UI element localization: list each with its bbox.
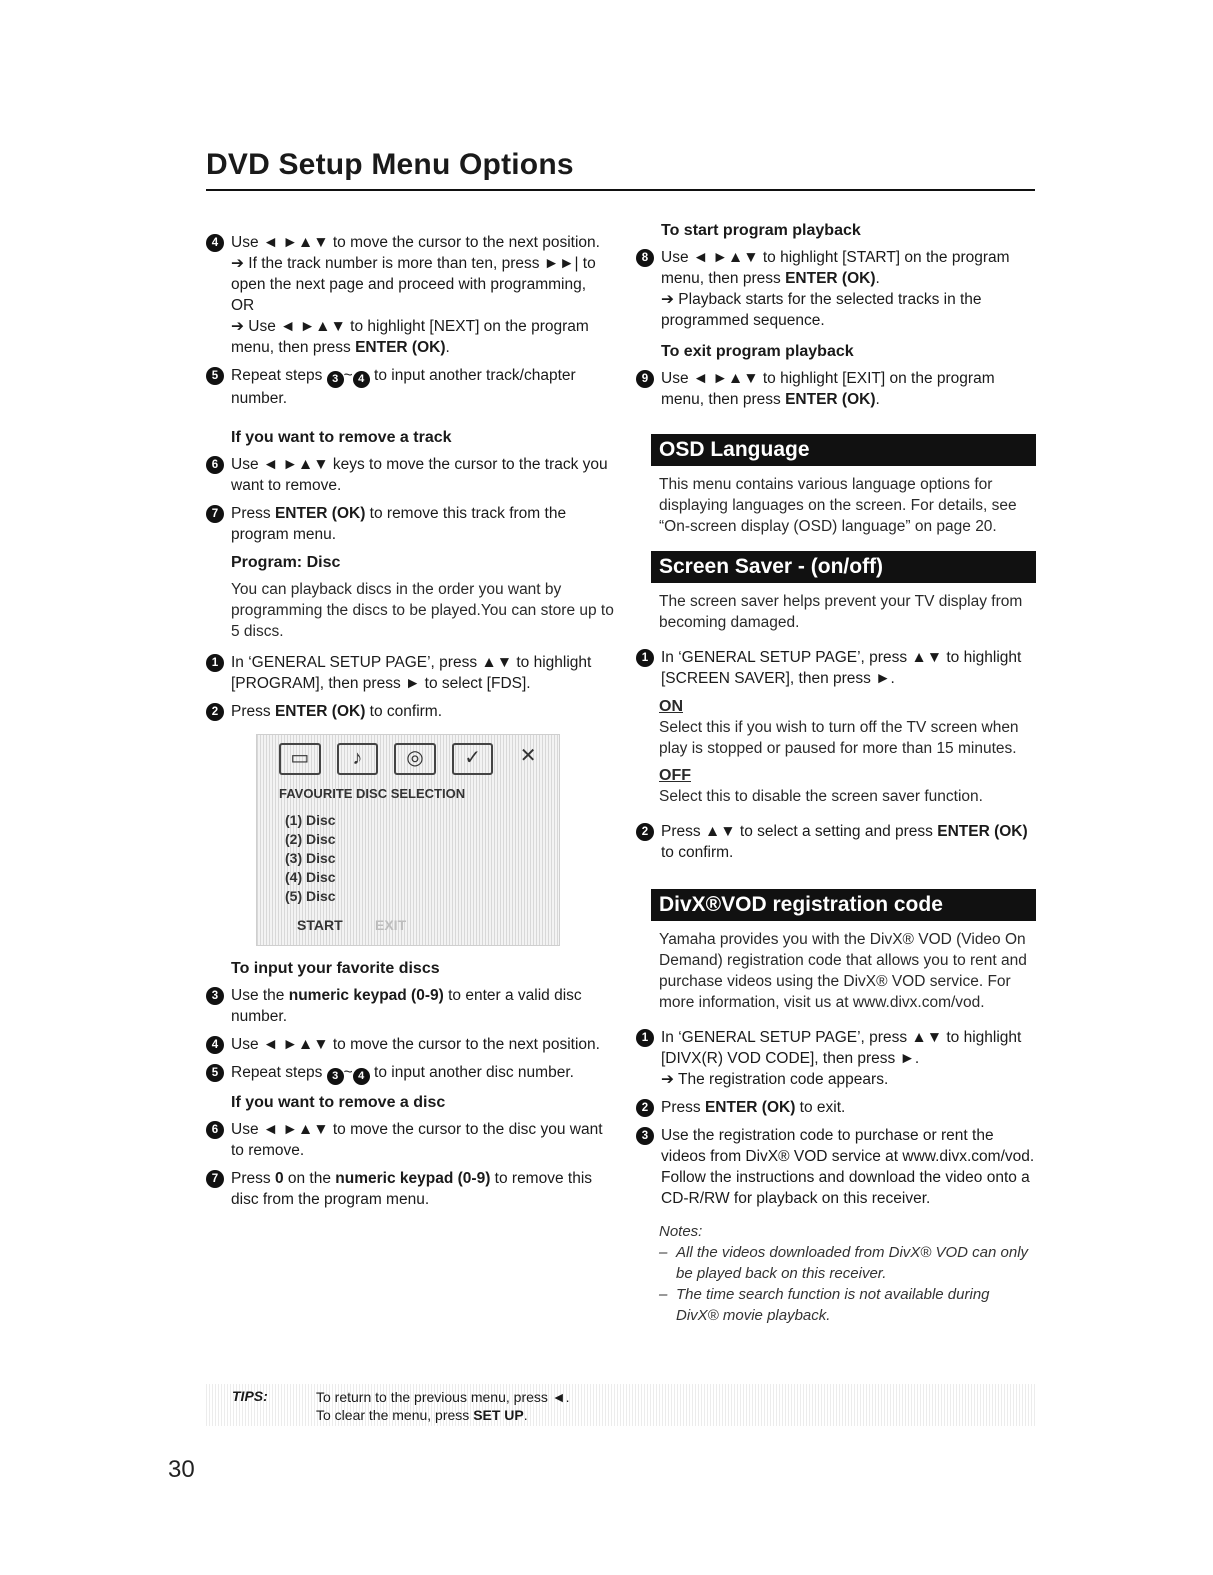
step-ref: 3 [327, 1068, 344, 1085]
step-4-disc: 4 Use ◄ ►▲▼ to move the cursor to the next position. [206, 1034, 616, 1055]
notes-label: Notes: [659, 1223, 703, 1240]
left-column [206, 232, 616, 1217]
step-7-disc: 7 Press 0 on the numeric keypad (0-9) to remove this disc from the program menu. [206, 1168, 616, 1210]
program-disc-heading: Program: Disc [231, 554, 341, 571]
step-number: 6 [206, 1121, 224, 1139]
close-icon: ✕ [519, 745, 537, 767]
step-4-track: 4 Use ◄ ►▲▼ to move the cursor to the next position. ➔ If the track number is more than ten, press ►►| to open the next page and proceed with programming, OR ➔ Use ◄ ►▲▼ to highlight [NEXT] on the program menu, then press ENTER (OK). [206, 232, 616, 358]
menu-header: FAVOURITE DISC SELECTION [279, 786, 466, 801]
step-number: 7 [206, 1170, 224, 1188]
step-6-disc: 6 Use ◄ ►▲▼ to move the cursor to the disc you want to remove. [206, 1119, 616, 1161]
step-8: 8 Use ◄ ►▲▼ to highlight [START] on the program menu, then press ENTER (OK). ➔ Playback starts for the selected tracks in the programmed sequence. [636, 247, 1036, 331]
step-number: 1 [636, 1029, 654, 1047]
off-label: OFF [659, 767, 691, 784]
remove-disc-heading: If you want to remove a disc [231, 1094, 446, 1111]
step-3-disc: 3 Use the numeric keypad (0-9) to enter a valid disc number. [206, 985, 616, 1027]
page-title: DVD Setup Menu Options [206, 148, 574, 181]
step-number: 3 [636, 1127, 654, 1145]
step-number: 8 [636, 249, 654, 267]
step-number: 1 [206, 654, 224, 672]
menu-item: (4) Disc [285, 869, 336, 885]
step-ref: 4 [353, 371, 370, 388]
step-number: 4 [206, 1036, 224, 1054]
osd-language-banner: OSD Language [651, 434, 1036, 466]
tips-box [206, 1384, 1035, 1426]
menu-start: START [297, 917, 343, 933]
check-icon: ✓ [452, 743, 494, 775]
tips-label: TIPS: [232, 1388, 268, 1404]
menu-disc-list [285, 811, 336, 906]
divx-step-3: 3 Use the registration code to purchase or rent the videos from DivX® VOD service at www.divx.com/vod. Follow the instructions and download the video onto a CD-R/RW for playback on this receiver. [636, 1125, 1036, 1209]
step-2-disc: 2 Press ENTER (OK) to confirm. [206, 701, 616, 722]
menu-item: (1) Disc [285, 812, 336, 828]
speaker-icon: ♪ [337, 743, 379, 775]
step-6-track: 6 Use ◄ ►▲▼ keys to move the cursor to the track you want to remove. [206, 454, 616, 496]
step-number: 1 [636, 649, 654, 667]
tips-lines: To return to the previous menu, press ◄. To clear the menu, press SET UP. [316, 1389, 570, 1423]
title-divider [206, 189, 1035, 191]
start-playback-heading: To start program playback [661, 222, 861, 239]
step-ref: 3 [327, 371, 344, 388]
step-number: 7 [206, 505, 224, 523]
menu-exit: EXIT [375, 917, 407, 933]
step-1-disc: 1 In ‘GENERAL SETUP PAGE’, press ▲▼ to highlight [PROGRAM], then press ► to select [FDS]. [206, 652, 616, 694]
step-ref: 4 [353, 1068, 370, 1085]
saver-step-1: 1 In ‘GENERAL SETUP PAGE’, press ▲▼ to highlight [SCREEN SAVER], then press ►. [636, 647, 1036, 689]
menu-icon-row [279, 743, 547, 775]
favorite-discs-heading: To input your favorite discs [231, 960, 440, 977]
step-number: 2 [206, 703, 224, 721]
exit-playback-heading: To exit program playback [661, 343, 854, 360]
disc-icon: ◎ [394, 743, 436, 775]
step-number: 9 [636, 370, 654, 388]
divx-vod-text: Yamaha provides you with the DivX® VOD (Video On Demand) registration code that allows you to rent and purchase videos using the DivX® VOD service. For more information, visit us at www.divx.com/vod. [659, 931, 1027, 1011]
step-number: 5 [206, 1064, 224, 1082]
divx-step-1: 1 In ‘GENERAL SETUP PAGE’, press ▲▼ to highlight [DIVX(R) VOD CODE], then press ►. ➔ The registration code appears. [636, 1027, 1036, 1090]
favourite-disc-menu-screenshot [256, 734, 560, 946]
menu-item: (5) Disc [285, 888, 336, 904]
step-number: 5 [206, 367, 224, 385]
program-disc-paragraph: You can playback discs in the order you want by programming the discs to be played.You can store up to 5 discs. [231, 581, 614, 640]
notes [636, 1221, 1036, 1326]
step-number: 4 [206, 234, 224, 252]
step-number: 2 [636, 823, 654, 841]
screen-saver-text: The screen saver helps prevent your TV display from becoming damaged. [659, 593, 1023, 631]
note-item: – All the videos downloaded from DivX® VOD can only be played back on this receiver. [659, 1242, 1036, 1284]
step-number: 3 [206, 987, 224, 1005]
page-number: 30 [168, 1456, 195, 1483]
step-7-track: 7 Press ENTER (OK) to remove this track from the program menu. [206, 503, 616, 545]
saver-on-option: ON Select this if you wish to turn off the TV screen when play is stopped or paused for more than 15 minutes. OFF Select this to disable the screen saver function. [636, 696, 1036, 807]
step-5-disc: 5 Repeat steps 3 ~ 4 to input another disc number. [206, 1062, 616, 1085]
divx-step-2: 2 Press ENTER (OK) to exit. [636, 1097, 1036, 1118]
step-5-track: 5 Repeat steps 3 ~ 4 to input another track/chapter number. [206, 365, 616, 409]
osd-language-text: This menu contains various language options for displaying languages on the screen. For details, see “On-screen display (OSD) language” on page 20. [659, 476, 1017, 535]
on-label: ON [659, 698, 683, 715]
step-9: 9 Use ◄ ►▲▼ to highlight [EXIT] on the program menu, then press ENTER (OK). [636, 368, 1036, 410]
menu-item: (2) Disc [285, 831, 336, 847]
divx-vod-banner: DivX®VOD registration code [651, 889, 1036, 921]
right-column [636, 220, 1036, 1326]
step-number: 2 [636, 1099, 654, 1117]
screen-saver-banner: Screen Saver - (on/off) [651, 551, 1036, 583]
menu-item: (3) Disc [285, 850, 336, 866]
note-item: – The time search function is not available during DivX® movie playback. [659, 1284, 1036, 1326]
step-number: 6 [206, 456, 224, 474]
remove-track-heading: If you want to remove a track [231, 429, 452, 446]
saver-step-2: 2 Press ▲▼ to select a setting and press ENTER (OK) to confirm. [636, 821, 1036, 863]
monitor-icon: ▭ [279, 743, 321, 775]
